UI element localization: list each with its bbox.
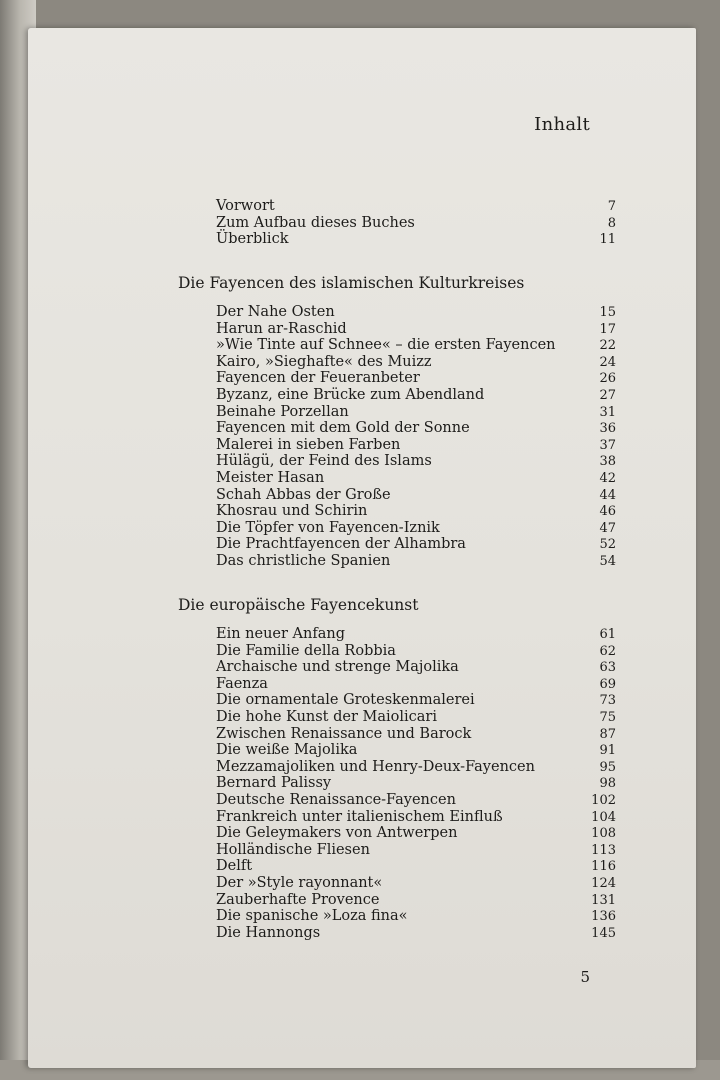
toc-entry-title: Schah Abbas der Große [216,486,391,503]
toc-entry-title: Die spanische »Loza fina« [216,908,408,925]
toc-entry-page: 136 [591,909,616,925]
toc-entry-page: 15 [599,305,616,320]
toc-entry [216,659,616,676]
toc-entry [216,453,616,470]
toc-entry-title: Beinahe Porzellan [216,403,349,420]
toc-entry-page: 91 [599,743,616,759]
toc-entry-page: 102 [591,792,616,808]
toc-entry-page: 37 [599,437,616,453]
toc-entry-title: Der »Style rayonnant« [216,874,383,891]
toc-entry [216,676,616,693]
toc-entry-page: 62 [599,643,616,659]
toc-entry-title: Der Nahe Osten [216,304,335,320]
toc-entry-page: 113 [591,842,616,858]
toc-entry-title: Holländische Fliesen [216,841,370,858]
toc-entry [216,692,616,709]
toc-entry-title: Die Hannongs [216,924,321,941]
toc-entry-title: Hülägü, der Feind des Islams [216,453,432,470]
toc-entry-title: Fayencen mit dem Gold der Sonne [216,420,470,437]
toc-entry [216,809,616,826]
section-title-european: Die europäische Fayencekunst [178,596,419,614]
toc-entry-page: 145 [591,925,616,941]
toc-entry-page: 7 [607,199,616,214]
toc-entry [216,354,616,371]
toc-entry [216,726,616,743]
toc-entry-page: 46 [599,504,616,520]
toc-entry-title: Die Geleymakers von Antwerpen [216,825,458,842]
toc-entry [216,759,616,776]
toc-entry-title: Kairo, »Sieghafte« des Muizz [216,353,432,370]
toc-entry-page: 11 [599,232,616,248]
toc-entry [216,925,616,942]
toc-entry-page: 31 [599,404,616,420]
toc-entry-page: 98 [599,776,616,792]
toc-entry-page: 95 [599,759,616,775]
toc-entry-title: Archaische und strenge Majolika [216,659,459,676]
toc-entry [216,792,616,809]
toc-entry-page: 52 [599,537,616,553]
toc-entry-page: 54 [599,553,616,569]
book-page [28,28,696,1068]
toc-entry-page: 104 [591,809,616,825]
toc-entry-page: 24 [599,354,616,370]
toc-entry-page: 69 [599,676,616,692]
toc-entry [216,470,616,487]
toc-entry-title: Die Prachtfayencen der Alhambra [216,536,466,553]
toc-entry-title: Überblick [216,231,289,248]
toc-entry [216,536,616,553]
toc-entry-page: 22 [599,338,616,354]
toc-entry-title: Mezzamajoliken und Henry-Deux-Fayencen [216,758,535,775]
toc-entry [216,387,616,404]
toc-entry [216,553,616,570]
toc-entry-page: 36 [599,421,616,437]
toc-entry [216,875,616,892]
toc-entry-page: 8 [607,215,616,231]
toc-entry [216,437,616,454]
toc-entry [216,304,616,321]
toc-entry-title: Die ornamentale Groteskenmalerei [216,692,475,709]
toc-entry [216,709,616,726]
toc-islamic-list [216,304,616,570]
toc-entry-page: 61 [599,627,616,642]
toc-entry-page: 38 [599,454,616,470]
toc-entry [216,842,616,859]
toc-entry-page: 26 [599,371,616,387]
toc-entry-page: 108 [591,826,616,842]
toc-entry-title: »Wie Tinte auf Schnee« – die ersten Fayencen [216,337,556,354]
toc-entry-page: 44 [599,487,616,503]
toc-entry-title: Harun ar-Raschid [216,320,347,337]
toc-entry-page: 87 [599,726,616,742]
toc-entry [216,321,616,338]
toc-entry [216,892,616,909]
toc-entry [216,503,616,520]
toc-entry [216,775,616,792]
section-title-islamic: Die Fayencen des islamischen Kulturkreises [178,274,525,292]
toc-entry-page: 73 [599,693,616,709]
toc-entry [216,742,616,759]
toc-entry [216,825,616,842]
toc-entry-title: Die hohe Kunst der Maiolicari [216,708,437,725]
toc-entry-title: Frankreich unter italienischem Einfluß [216,808,503,825]
toc-entry [216,198,616,215]
toc-entry-title: Khosrau und Schirin [216,503,368,520]
toc-entry [216,231,616,248]
toc-entry [216,215,616,232]
toc-entry-title: Delft [216,858,253,875]
page-heading: Inhalt [534,114,590,135]
toc-entry-title: Die weiße Majolika [216,742,358,759]
toc-entry [216,643,616,660]
toc-entry [216,858,616,875]
toc-entry [216,626,616,643]
toc-entry-title: Zum Aufbau dieses Buches [216,214,415,231]
toc-entry-title: Ein neuer Anfang [216,626,345,642]
toc-entry [216,908,616,925]
toc-entry-title: Zwischen Renaissance und Barock [216,725,472,742]
toc-entry-title: Zauberhafte Provence [216,891,380,908]
toc-entry-page: 27 [599,387,616,403]
toc-entry [216,520,616,537]
toc-entry [216,370,616,387]
page-number: 5 [580,968,590,986]
toc-entry-title: Bernard Palissy [216,775,332,792]
toc-entry-page: 17 [599,321,616,337]
toc-entry-title: Malerei in sieben Farben [216,436,401,453]
toc-entry-title: Meister Hasan [216,469,325,486]
toc-entry-page: 47 [599,520,616,536]
toc-entry-title: Faenza [216,675,268,692]
toc-entry [216,487,616,504]
toc-entry-page: 131 [591,892,616,908]
toc-entry-title: Fayencen der Feueranbeter [216,370,420,387]
toc-entry-title: Byzanz, eine Brücke zum Abendland [216,386,485,403]
toc-entry-page: 124 [591,875,616,891]
toc-entry-page: 75 [599,709,616,725]
toc-entry-title: Die Töpfer von Fayencen-Iznik [216,519,440,536]
toc-intro-list [216,198,616,248]
toc-entry [216,420,616,437]
toc-entry-title: Vorwort [216,198,275,214]
toc-entry [216,337,616,354]
toc-entry-title: Deutsche Renaissance-Fayencen [216,791,456,808]
toc-entry-page: 63 [599,660,616,676]
toc-entry-title: Das christliche Spanien [216,552,391,569]
toc-entry-page: 116 [591,859,616,875]
toc-entry-title: Die Familie della Robbia [216,642,396,659]
toc-european-list [216,626,616,941]
toc-entry-page: 42 [599,470,616,486]
toc-entry [216,404,616,421]
